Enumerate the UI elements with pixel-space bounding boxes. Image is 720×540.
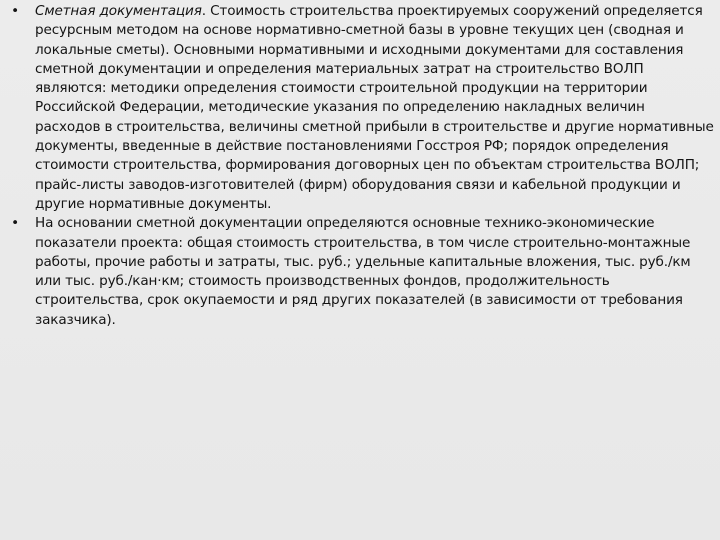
bullet-item-estimate-documentation	[8, 2, 714, 214]
bullet-icon: •	[11, 3, 19, 19]
bullet-list	[8, 2, 714, 330]
bullet-text: На основании сметной документации определяются основные технико-экономические показатели проекта: общая стоимость строительства, в том числе строительно-монтажные работы, прочие работы и затраты, тыс. руб.; удельные капитальные вложения, тыс. руб./км или тыс. руб./кан·км; стоимость производственных фондов, продолжительность строительства, срок окупаемости и ряд других показателей (в зависимости от требования заказчика).	[35, 215, 691, 328]
slide-body	[8, 2, 714, 330]
bullet-text: . Стоимость строительства проектируемых сооружений определяется ресурсным методом на основе нормативно-сметной базы в уровне текущих цен (сводная и локальные сметы). Основными нормативными и исходными документами для составления сметной документации и определения материальных затрат на строительство ВОЛП являются: методики определения стоимости строительной продукции на территории Российской Федерации, методические указания по определению накладных величин расходов в строительства, величины сметной прибыли в строительстве и другие нормативные документы, введенные в действие постановлениями Госстроя РФ; порядок определения стоимости строительства, формирования договорных цен по объектам строительства ВОЛП; прайс-листы заводов-изготовителей (фирм) оборудования связи и кабельной продукции и другие нормативные документы.	[35, 3, 714, 212]
bullet-item-technical-economic-indicators	[8, 214, 714, 330]
bullet-lead-term: Сметная документация	[35, 3, 202, 19]
bullet-icon: •	[11, 215, 19, 232]
